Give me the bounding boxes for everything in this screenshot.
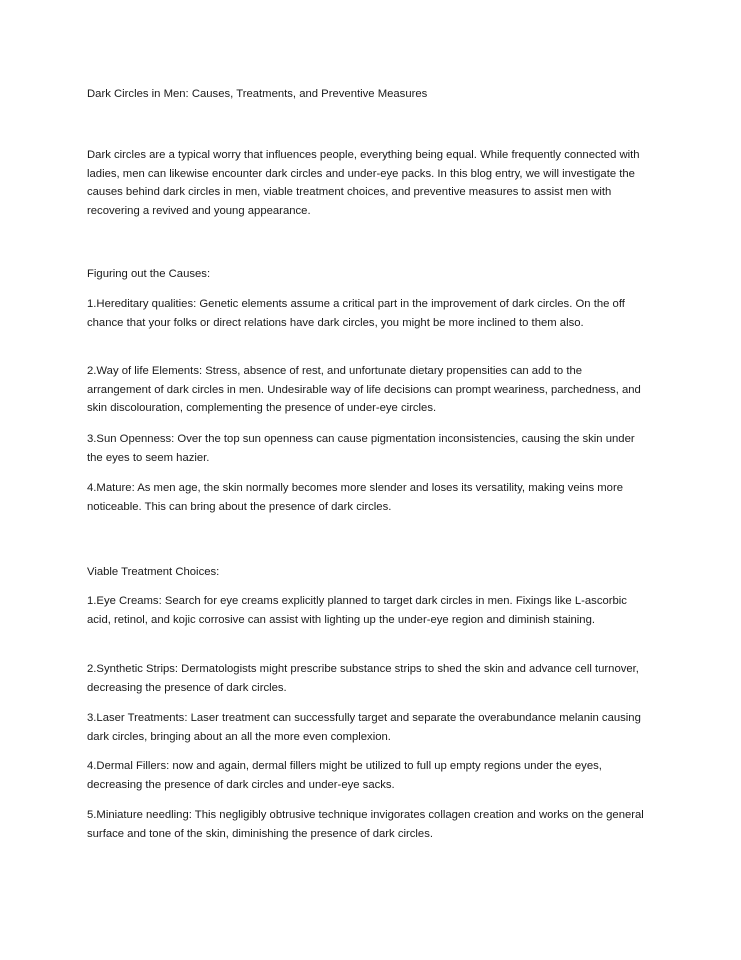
cause-item-aging: 4.Mature: As men age, the skin normally becomes more slender and loses its versatility, making veins more noticeable. This can bring about the presence of dark circles. — [87, 482, 623, 513]
treatment-item-dermal-fillers: 4.Dermal Fillers: now and again, dermal fillers might be utilized to full up empty regions under the eyes, decreasing the presence of dark circles and under-eye sacks. — [87, 760, 602, 791]
treatment-item-chemical-peels: 2.Synthetic Strips: Dermatologists might prescribe substance strips to shed the skin and advance cell turnover, decreasing the presence of dark circles. — [87, 663, 639, 694]
document-title: Dark Circles in Men: Causes, Treatments, and Preventive Measures — [87, 88, 428, 100]
causes-heading: Figuring out the Causes: — [87, 268, 211, 280]
cause-item-heredity: 1.Hereditary qualities: Genetic elements assume a critical part in the improvement of dark circles. On the off chance that your folks or direct relations have dark circles, you might be more inclined to them also. — [87, 298, 625, 329]
treatment-item-eye-creams: 1.Eye Creams: Search for eye creams explicitly planned to target dark circles in men. Fixings like L-ascorbic acid, retinol, and kojic corrosive can assist with lighting up the under-eye region and diminish staining. — [87, 595, 627, 626]
intro-paragraph: Dark circles are a typical worry that influences people, everything being equal. While frequently connected with ladies, men can likewise encounter dark circles and under-eye packs. In this blog entry, we will investigate the causes behind dark circles in men, viable treatment choices, and preventive measures to assist men with recovering a revived and young appearance. — [87, 149, 640, 217]
cause-item-lifestyle: 2.Way of life Elements: Stress, absence of rest, and unfortunate dietary propensities can add to the arrangement of dark circles in men. Undesirable way of life decisions can prompt weariness, parchedness, and skin discolouration, complementing the presence of under-eye circles. — [87, 365, 641, 414]
treatment-item-laser: 3.Laser Treatments: Laser treatment can successfully target and separate the overabundance melanin causing dark circles, bringing about an all the more even complexion. — [87, 712, 641, 743]
treatments-heading: Viable Treatment Choices: — [87, 566, 220, 578]
treatment-item-microneedling: 5.Miniature needling: This negligibly obtrusive technique invigorates collagen creation and works on the general surface and tone of the skin, diminishing the presence of dark circles. — [87, 809, 644, 840]
cause-item-sun-exposure: 3.Sun Openness: Over the top sun openness can cause pigmentation inconsistencies, causing the skin under the eyes to seem hazier. — [87, 433, 635, 464]
